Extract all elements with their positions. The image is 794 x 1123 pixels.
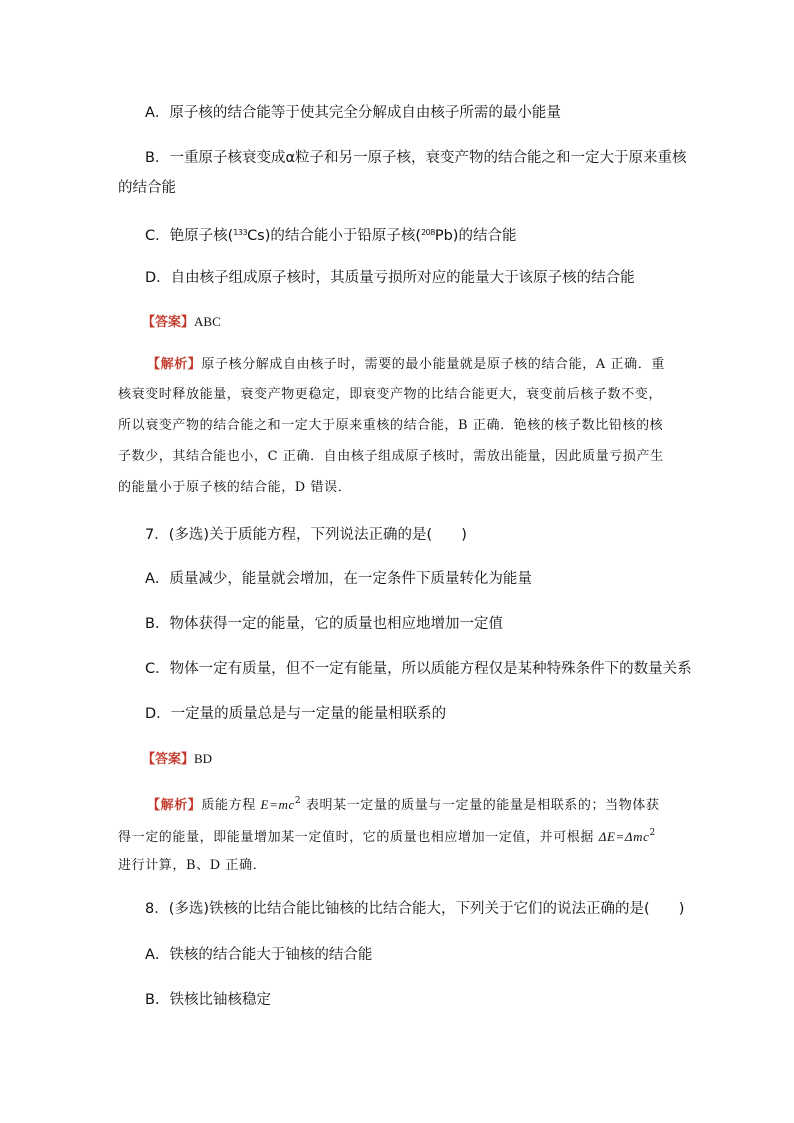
- answer-label: 【答案】: [142, 752, 195, 767]
- q6-option-c-text-3: Pb)的结合能: [434, 228, 517, 244]
- q7-option-a: A．质量减少，能量就会增加，在一定条件下质量转化为能量: [145, 571, 532, 587]
- equation-exponent: 2: [294, 796, 302, 806]
- q6-option-a: A．原子核的结合能等于使其完全分解成自由核子所需的最小能量: [145, 105, 561, 121]
- cesium-mass-number: 133: [233, 228, 248, 237]
- q7-analysis-line3: 进行计算，B、D 正确．: [118, 858, 267, 873]
- q6-analysis-line2: 核衰变时释放能量，衰变产物更稳定，即衰变产物的比结合能更大，衰变前后核子数不变，: [118, 387, 663, 402]
- q7-analysis-line2: [118, 823, 656, 848]
- q6-option-d: D．自由核子组成原子核时，其质量亏损所对应的能量大于该原子核的结合能: [145, 270, 635, 286]
- q7-stem: 7．(多选)关于质能方程，下列说法正确的是( ): [145, 527, 467, 543]
- answer-value: BD: [194, 751, 213, 766]
- q6-option-c-text-2: Cs)的结合能小于铅原子核(: [247, 228, 422, 244]
- q8-stem: 8．(多选)铁核的比结合能比铀核的比结合能大，下列关于它们的说法正确的是( ): [145, 901, 685, 917]
- mass-energy-equation: E=mc: [260, 797, 295, 812]
- q7-option-d: D．一定量的质量总是与一定量的能量相联系的: [145, 706, 447, 722]
- analysis-text-2: 表明某一定量的质量与一定量的能量是相联系的；当物体获: [301, 798, 660, 813]
- q6-option-b-line2: 的结合能: [118, 180, 176, 196]
- answer-label: 【答案】: [142, 315, 195, 330]
- q6-analysis-line5: 的能量小于原子核的结合能，D 错误．: [118, 480, 352, 495]
- analysis-text-1: 质能方程: [201, 798, 261, 813]
- q7-option-b: B．物体获得一定的能量，它的质量也相应地增加一定值: [145, 616, 503, 632]
- analysis-text-3: 得一定的能量，即能量增加某一定值时，它的质量也相应增加一定值，并可根据: [118, 830, 599, 845]
- q6-analysis-line1: [147, 355, 665, 375]
- equation-exponent: 2: [649, 828, 656, 838]
- q6-option-c: [145, 223, 516, 246]
- q8-option-b: B．铁核比铀核稳定: [145, 992, 271, 1008]
- q6-answer: [142, 312, 221, 333]
- analysis-text: 原子核分解成自由核子时，需要的最小能量就是原子核的结合能，A 正确．重: [201, 357, 665, 372]
- lead-mass-number: 208: [421, 228, 435, 237]
- q7-analysis-line1: [147, 791, 660, 816]
- q8-option-a: A．铁核的结合能大于铀核的结合能: [145, 947, 373, 963]
- q7-option-c: C．物体一定有质量，但不一定有能量，所以质能方程仅是某种特殊条件下的数量关系: [145, 661, 692, 677]
- q6-analysis-line3: 所以衰变产物的结合能之和一定大于原来重核的结合能，B 正确．铯核的核子数比铅核的核: [118, 418, 664, 433]
- delta-equation: ΔE=Δmc: [598, 829, 650, 844]
- q6-analysis-line4: 子数少，其结合能也小，C 正确．自由核子组成原子核时，需放出能量，因此质量亏损产生: [118, 449, 664, 464]
- analysis-label: 【解析】: [147, 798, 202, 813]
- analysis-label: 【解析】: [147, 357, 202, 372]
- q6-option-c-text-1: C．铯原子核(: [145, 228, 234, 244]
- answer-value: ABC: [194, 314, 221, 329]
- q7-answer: [142, 749, 212, 770]
- q6-option-b-line1: B．一重原子核衰变成α粒子和另一原子核，衰变产物的结合能之和一定大于原来重核: [145, 150, 687, 166]
